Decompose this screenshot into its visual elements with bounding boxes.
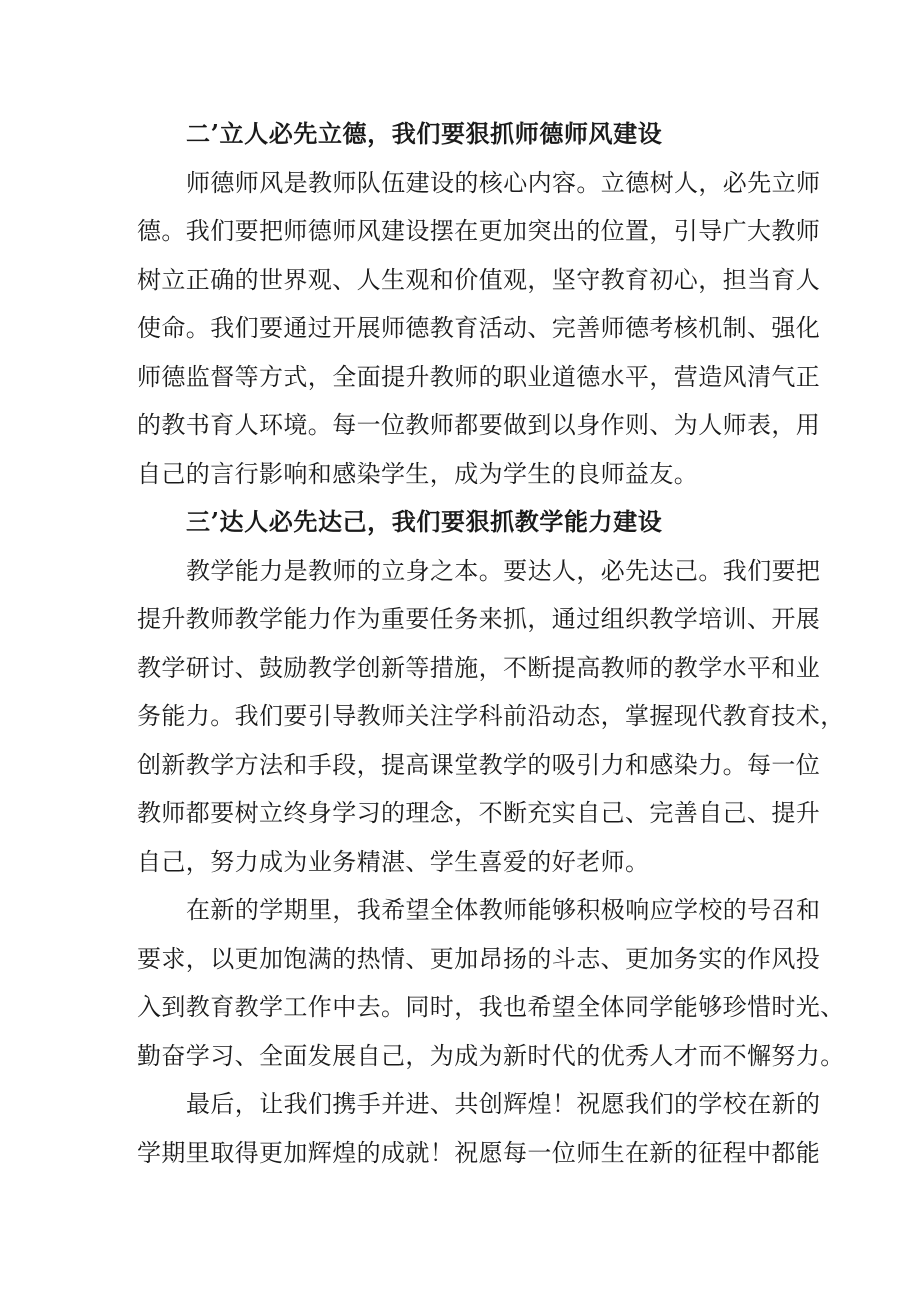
paragraph-line: 要求，以更加饱满的热情、更加昂扬的斗志、更加务实的作风投 xyxy=(137,944,821,973)
paragraph-teaching-ability xyxy=(137,547,845,887)
paragraph-line: 勤奋学习、全面发展自己，为成为新时代的优秀人才而不懈努力。 xyxy=(137,1041,845,1070)
paragraph-line: 使命。我们要通过开展师德教育活动、完善师德考核机制、强化 xyxy=(137,314,821,342)
paragraph-line: 教师都要树立终身学习的理念，不断充实自己、完善自己、提升 xyxy=(137,799,821,827)
paragraph-line: 自己，努力成为业务精湛、学生喜爱的好老师。 xyxy=(137,847,650,876)
paragraph-line: 师德监督等方式，全面提升教师的职业道德水平，营造风清气正 xyxy=(137,362,821,391)
paragraph-line: 自己的言行影响和感染学生，成为学生的良师益友。 xyxy=(137,459,699,488)
paragraph-line: 入到教育教学工作中去。同时，我也希望全体同学能够珍惜时光、 xyxy=(137,993,845,1021)
document-page xyxy=(137,110,845,1177)
section-heading-2: 二’立人必先立德，我们要狠抓师德师风建设 xyxy=(186,119,663,148)
paragraph-new-semester xyxy=(137,886,845,1080)
paragraph-line: 提升教师教学能力作为重要任务来抓，通过组织教学培训、开展 xyxy=(137,605,821,633)
paragraph-line: 师德师风是教师队伍建设的核心内容。立德树人，必先立师 xyxy=(186,168,821,197)
paragraph-line: 在新的学期里，我希望全体教师能够积极响应学校的号召和 xyxy=(186,896,821,924)
paragraph-line: 务能力。我们要引导教师关注学科前沿动态，掌握现代教育技术， xyxy=(137,702,845,730)
paragraph-line: 德。我们要把师德师风建设摆在更加突出的位置，引导广大教师 xyxy=(137,217,821,245)
paragraph-closing xyxy=(137,1080,821,1177)
paragraph-line: 的教书育人环境。每一位教师都要做到以身作则、为人师表，用 xyxy=(137,411,821,439)
section-heading-3: 三’达人必先达己，我们要狠抓教学能力建设 xyxy=(186,507,663,536)
paragraph-line: 学期里取得更加辉煌的成就！祝愿每一位师生在新的征程中都能 xyxy=(137,1138,821,1167)
paragraph-line: 教学研讨、鼓励教学创新等措施，不断提高教师的教学水平和业 xyxy=(137,653,821,682)
paragraph-teacher-ethics xyxy=(137,159,821,499)
paragraph-line: 创新教学方法和手段，提高课堂教学的吸引力和感染力。每一位 xyxy=(137,750,821,779)
paragraph-line: 树立正确的世界观、人生观和价值观，坚守教育初心，担当育人 xyxy=(137,265,821,294)
paragraph-line: 教学能力是教师的立身之本。要达人，必先达己。我们要把 xyxy=(186,556,821,585)
paragraph-line: 最后，让我们携手并进、共创辉煌！祝愿我们的学校在新的 xyxy=(186,1090,821,1118)
